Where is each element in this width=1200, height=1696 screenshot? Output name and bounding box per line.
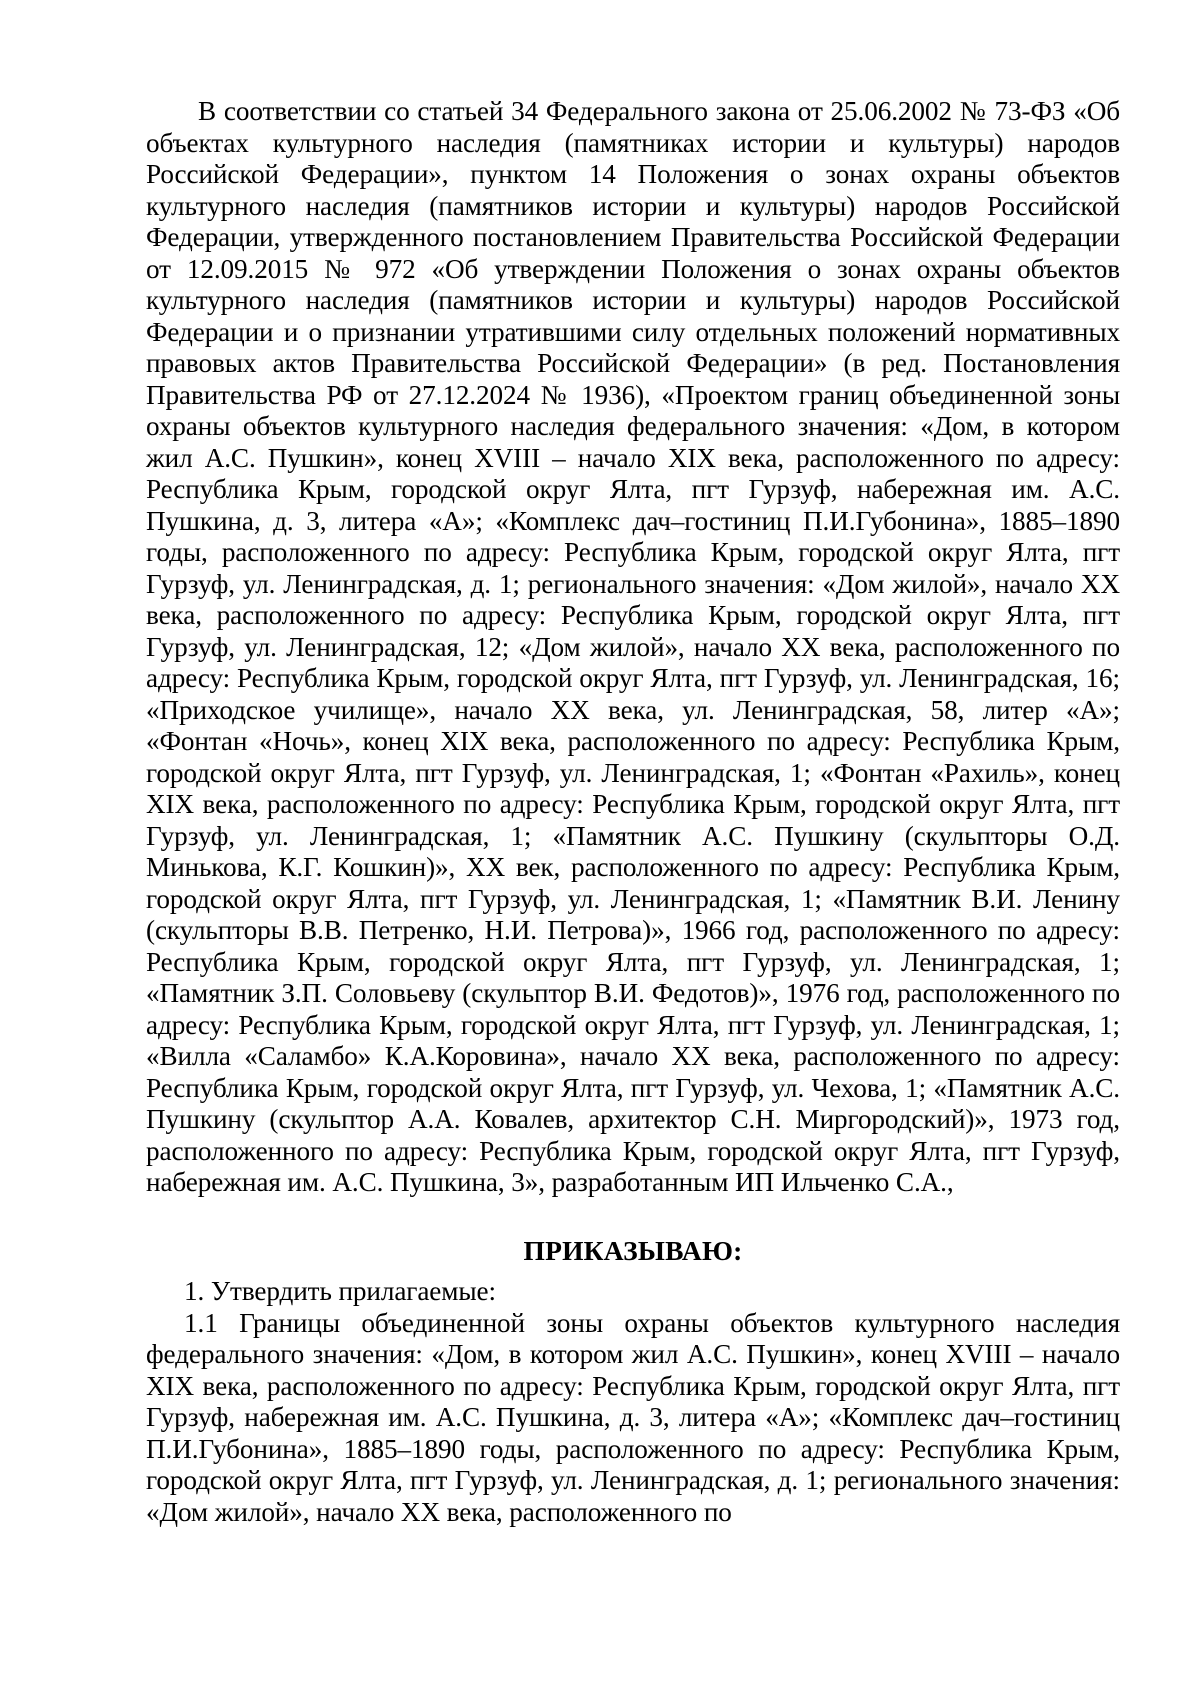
preamble-paragraph: В соответствии со статьей 34 Федерального закона от 25.06.2002 № 73-ФЗ «Об объектах культурного наследия (памятниках истории и культуры) народов Российской Федерации», пунктом 14 Положения о зонах охраны объектов культурного наследия (памятников истории и культуры) народов Российской Федерации, утвержденного постановлением Правительства Российской Федерации от 12.09.2015 № 972 «Об утверждении Положения о зонах охраны объектов культурного наследия (памятников истории и культуры) народов Российской Федерации и о признании утратившими силу отдельных положений нормативных правовых актов Правительства Российской Федерации» (в ред. Постановления Правительства РФ от 27.12.2024 № 1936), «Проектом границ объединенной зоны охраны объектов культурного наследия федерального значения: «Дом, в котором жил А.С. Пушкин», конец XVIII – начало XIX века, расположенного по адресу: Республика Крым, городской округ Ялта, пгт Гурзуф, набережная им. А.С. Пушкина, д. 3, литера «А»; «Комплекс дач–гостиниц П.И.Губонина», 1885–1890 годы, расположенного по адресу: Республика Крым, городской округ Ялта, пгт Гурзуф, ул. Ленинградская, д. 1; регионального значения: «Дом жилой», начало XX века, расположенного по адресу: Республика Крым, городской округ Ялта, пгт Гурзуф, ул. Ленинградская, 12; «Дом жилой», начало XX века, расположенного по адресу: Республика Крым, городской округ Ялта, пгт Гурзуф, ул. Ленинградская, 16; «Приходское училище», начало XX века, ул. Ленинградская, 58, литер «А»; «Фонтан «Ночь», конец XIX века, расположенного по адресу: Республика Крым, городской округ Ялта, пгт Гурзуф, ул. Ленинградская, 1; «Фонтан «Рахиль», конец XIX века, расположенного по адресу: Республика Крым, городской округ Ялта, пгт Гурзуф, ул. Ленинградская, 1; «Памятник А.С. Пушкину (скульпторы О.Д. Минькова, К.Г. Кошкин)», XX век, расположенного по адресу: Республика Крым, городской округ Ялта, пгт Гурзуф, ул. Ленинградская, 1; «Памятник В.И. Ленину (скульпторы В.В. Петренко, Н.И. Петрова)», 1966 год, расположенного по адресу: Республика Крым, городской округ Ялта, пгт Гурзуф, ул. Ленинградская, 1; «Памятник З.П. Соловьеву (скульптор В.И. Федотов)», 1976 год, расположенного по адресу: Республика Крым, городской округ Ялта, пгт Гурзуф, ул. Ленинградская, 1; «Вилла «Саламбо» К.А.Коровина», начало XX века, расположенного по адресу: Республика Крым, городской округ Ялта, пгт Гурзуф, ул. Чехова, 1; «Памятник А.С. Пушкину (скульптор А.А. Ковалев, архитектор С.Н. Миргородский)», 1973 год, расположенного по адресу: Республика Крым, городской округ Ялта, пгт Гурзуф, набережная им. А.С. Пушкина, 3», разработанным ИП Ильченко С.А., bbox=[146, 96, 1120, 1197]
document-page bbox=[146, 96, 1120, 1528]
order-item-1-1: 1.1 Границы объединенной зоны охраны объектов культурного наследия федерального значения: «Дом, в котором жил А.С. Пушкин», конец XVIII – начало XIX века, расположенного по адресу: Республика Крым, городской округ Ялта, пгт Гурзуф, набережная им. А.С. Пушкина, д. 3, литера «А»; «Комплекс дач–гостиниц П.И.Губонина», 1885–1890 годы, расположенного по адресу: Республика Крым, городской округ Ялта, пгт Гурзуф, ул. Ленинградская, д. 1; регионального значения: «Дом жилой», начало XX века, расположенного по bbox=[146, 1307, 1120, 1527]
order-heading: ПРИКАЗЫВАЮ: bbox=[523, 1234, 743, 1266]
order-item-1: 1. Утвердить прилагаемые: bbox=[184, 1276, 496, 1306]
